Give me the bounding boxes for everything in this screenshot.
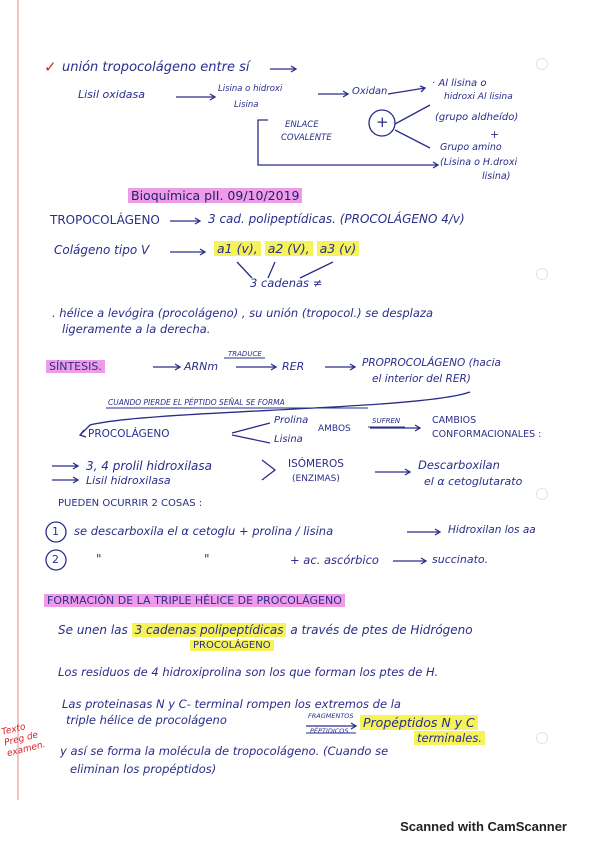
enzimas: (ENZIMAS) xyxy=(292,474,340,484)
helice-line-1: . hélice a levógira (procolágeno) , su unión (tropocol.) se desplaza xyxy=(52,306,434,320)
tropo-desc: 3 cad. polipeptídicas. (PROCOLÁGENO 4/v) xyxy=(208,212,465,226)
alpha-chains xyxy=(214,241,359,256)
tropo-label: TROPOCOLÁGENO xyxy=(50,213,160,227)
ambos: AMBOS xyxy=(318,424,351,434)
number-2: 2 xyxy=(52,553,59,566)
traduce: TRADUCE xyxy=(228,350,262,358)
formacion-line-1: Se unen las 3 cadenas polipeptídicas a través de ptes de Hidrógeno xyxy=(58,623,473,637)
covalente-label: COVALENTE xyxy=(281,133,332,143)
proprocolageno: PROPROCOLÁGENO (hacia xyxy=(362,357,501,369)
three-chains-note: 3 cadenas ≠ xyxy=(250,276,323,290)
peptidicos: PÉPTIDICOS xyxy=(310,727,349,735)
terminales: terminales. xyxy=(414,731,485,745)
interior-rer: el interior del RER) xyxy=(372,373,471,385)
formacion-line-6: eliminan los propéptidos) xyxy=(70,762,217,776)
lisil-oxidasa: Lisil oxidasa xyxy=(78,88,146,101)
exam-question-note: Texto Preg de examen. xyxy=(0,722,47,760)
rer: RER xyxy=(282,360,305,373)
colageno-label: Colágeno tipo V xyxy=(54,243,150,257)
oxidan: Oxidan xyxy=(352,86,388,97)
arnm: ARNm xyxy=(184,360,219,373)
procolageno: PROCOLÁGENO xyxy=(88,428,170,440)
grupo-aldehido: (grupo aldheído) xyxy=(435,112,519,123)
a1-chain: a1 (v), xyxy=(214,241,261,256)
a3-chain: a3 (v) xyxy=(317,241,360,256)
scanner-watermark: Scanned with CamScanner xyxy=(400,819,567,834)
grupo-amino: Grupo amino xyxy=(440,142,502,153)
lisina: Lisina xyxy=(274,434,303,445)
lisil-hidroxilasa: Lisil hidroxilasa xyxy=(86,474,171,487)
heading-date: Bioquímica pII. 09/10/2019 xyxy=(128,188,302,203)
item-2: + ac. ascórbico xyxy=(290,553,379,567)
formacion-line-5: y así se forma la molécula de tropocolágeno. (Cuando se xyxy=(60,744,389,758)
sintesis-label: SÍNTESIS. xyxy=(46,360,105,373)
al-lisina: · Al lisina o xyxy=(432,78,487,89)
title-line: unión tropocolágeno entre sí xyxy=(62,60,250,75)
pierde-peptido: CUANDO PIERDE EL PÉPTIDO SEÑAL SE FORMA xyxy=(108,398,285,407)
procolageno-hl: PROCOLÁGENO xyxy=(190,640,274,651)
a2-chain: a2 (V), xyxy=(265,241,313,256)
item-1-result: Hidroxilan los aa xyxy=(448,524,536,536)
number-1: 1 xyxy=(52,525,59,538)
formacion-heading: FORMACIÓN DE LA TRIPLE HÉLICE DE PROCOLÁGENO xyxy=(44,594,345,607)
formacion-line-3: Las proteinasas N y C- terminal rompen los extremos de la xyxy=(62,697,401,711)
helice-line-2: ligeramente a la derecha. xyxy=(62,322,211,336)
enlace-label: ENLACE xyxy=(285,120,319,130)
prolina: Prolina xyxy=(274,415,309,426)
fragmentos: FRAGMENTOS xyxy=(308,712,354,720)
isomeros: ISÓMEROS xyxy=(288,458,344,470)
lisina-close: lisina) xyxy=(482,171,511,182)
cambios: CAMBIOS xyxy=(432,415,477,426)
ditto-mark: " xyxy=(96,552,102,566)
checkmark-icon: ✓ xyxy=(44,58,57,76)
formacion-line-4: triple hélice de procolágeno xyxy=(66,713,227,727)
plus-circle-icon: + xyxy=(376,113,389,131)
ditto-mark: " xyxy=(204,552,210,566)
lisina-hidroxi-2: (Lisina o H.droxi xyxy=(440,157,518,168)
hidroxi-al-lisina: hidroxi Al lisina xyxy=(444,92,513,102)
propeptidos: Propéptidos N y C xyxy=(360,715,478,730)
conformacionales: CONFORMACIONALES : xyxy=(432,429,542,440)
descarboxilan: Descarboxilan xyxy=(418,458,500,472)
sufren: SUFREN xyxy=(372,417,401,425)
lisina-hidroxi: Lisina o hidroxi xyxy=(218,84,283,94)
formacion-line-2: Los residuos de 4 hidroxiprolina son los que forman los ptes de H. xyxy=(58,665,439,679)
item-2-result: succinato. xyxy=(432,553,489,566)
cetoglutarato: el α cetoglutarato xyxy=(424,475,523,488)
prolil-hidroxilasa: 3, 4 prolil hidroxilasa xyxy=(86,459,212,473)
pueden-ocurrir: PUEDEN OCURRIR 2 COSAS : xyxy=(58,498,203,509)
item-1: se descarboxila el α cetoglu + prolina / lisina xyxy=(74,524,334,538)
lisina-label: Lisina xyxy=(234,100,259,110)
plus-sign: + xyxy=(490,128,500,141)
